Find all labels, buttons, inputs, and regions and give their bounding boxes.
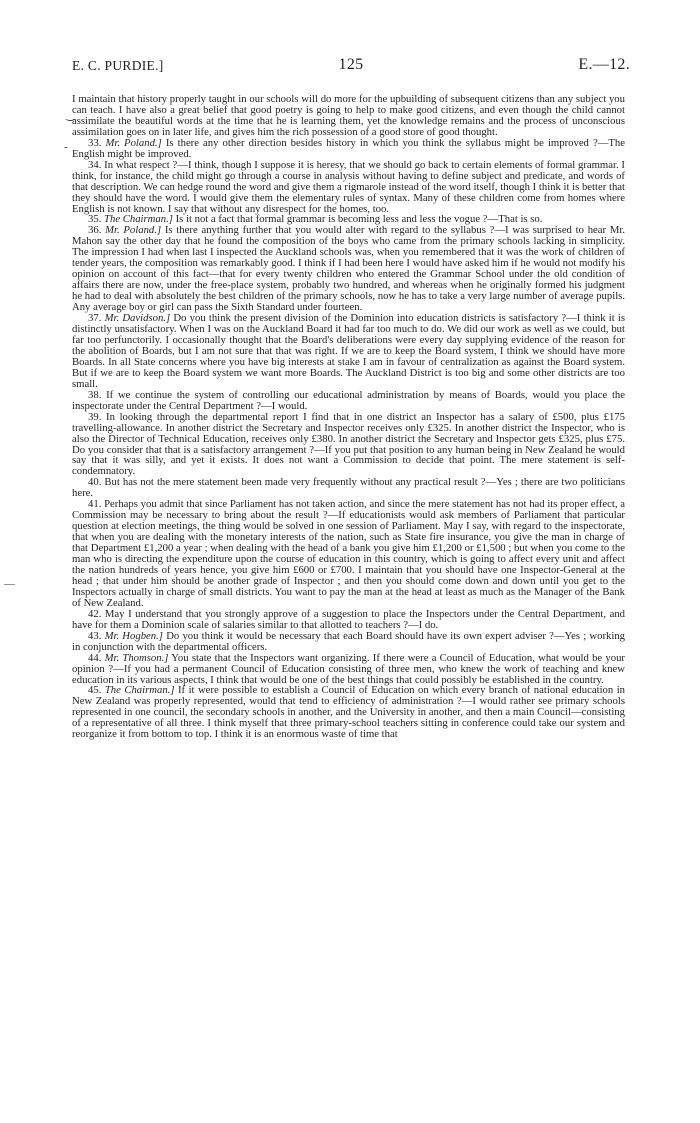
paragraph-text: I maintain that history properly taught in our schools will do more for the upbuilding of subsequent citizens than any subject you can teach. I have also a great belief that good poetry is going to help to make good citizens, and even though the child cannot assimilate the beautiful words at the time that he is learning them, yet the knowledge remains and the process of unconscious assimilation goes on in later life, and gives him the rich possession of a good store of good thought. [72,93,625,138]
question-number: 34. [88,158,102,171]
paragraph [72,477,625,499]
page-number: 125 [338,56,364,73]
witness-name: E. C. PURDIE.] [72,58,164,73]
page-header [72,58,630,78]
paragraph [72,499,625,609]
paragraph-text: May I understand that you strongly approve of a suggestion to place the Inspectors under the Central Department, and have for them a Dominion scale of salaries similar to that allotted to teachers ?—I do. [72,607,626,631]
paragraph [72,631,625,653]
question-number: 43. [88,629,102,642]
question-number: 42. [88,607,102,620]
speaker-name: Mr. Thomson.] [104,651,169,664]
paragraph [72,225,625,313]
paragraph-text: Is it not a fact that formal grammar is becoming less and less the vogue ?—That is so. [175,213,543,226]
question-number: 44. [88,651,102,664]
question-number: 41. [88,498,102,511]
paragraph [72,160,625,215]
margin-mark: — [4,578,15,590]
speaker-name: The Chairman.] [104,213,173,226]
paragraph-text: But has not the mere statement been made very frequently without any practical result ?—Yes ; there are two politicians here. [72,476,625,500]
paragraph [72,685,625,740]
speaker-name: Mr. Davidson.] [104,312,171,325]
speaker-name: Mr. Poland.] [105,224,162,237]
paragraph [72,412,625,478]
paragraph-text: In looking through the departmental report I find that in one district an Inspector has a salary of £500, plus £175 travelling-allowance. In another district the Secretary and Inspector receives only £325. In another district the Inspector, who is also the Director of Technical Education, receives only £380. In another district the Secretary and Inspector gets £325, plus £75. Do you consider that that is a satisfactory arrangement ?—If you put that position to any human being in New Zealand he would say that it was silly, and yet it exists. It does not want a Commission to decide that point. The mere statement is self-condemnatory. [72,410,625,478]
question-number: 45. [88,684,102,697]
paragraph [72,609,625,631]
paragraph-text: Do you think it would be necessary that each Board should have its own expert adviser ?—Yes ; working in conjunction with the departmental officers. [72,629,626,653]
question-number: 33. [88,136,102,149]
margin-mark: - [64,141,68,153]
paragraph [72,138,625,160]
paragraph [72,94,625,138]
question-number: 37. [88,312,102,325]
paragraph-text: If it were possible to establish a Council of Education on which every branch of national education in New Zealand was properly represented, would that tend to efficiency of administration ?—I would rather see primary schools represented in one council, the secondary schools in another, and the University in another, and then a main Council—consisting of a representative of all three. I think myself that three primary-school teachers sitting in conference could take our system and reorganize it from bottom to top. I think it is an enormous waste of time that [72,684,626,741]
paragraph-text: In what respect ?—I think, though I suppose it is heresy, that we should go back to certain elements of formal grammar. I think, for instance, the child might go through a course in analysis without having to define subject and predicate, and words of that description. We can hedge round the word and give them a rigmarole instead of the word itself, though I think it is better that they should have the word. I would give them the elementary rules of syntax. Many of these children come from homes where English is not known. I say that without any disrespect for the homes, too. [72,158,625,215]
document-body [72,94,625,740]
margin-mark: ‿ [66,109,75,121]
paragraph-text: If we continue the system of controlling our educational administration by means of Boards, would you place the inspectorate under the Central Department ?—I would. [72,388,626,412]
question-number: 39. [88,410,102,423]
paragraph-text: Is there any other direction besides history in which you think the syllabus might be improved ?—The English might be improved. [72,136,626,160]
paragraph-text: Do you think the present division of the Dominion into education districts is satisfactory ?—I think it is distinctly unsatisfactory. When I was on the Auckland Board it had far too much to do. We did our work as well as we could, but far too perfunctorily. I occasionally thought that the Board's deliberations were every day supplying evidence of the reason for the abolition of Boards, but I am not sure that that was right. If we are to keep the Board system, I think we should have more Boards. In all State concerns where you have big interests at stake I am in favour of centralization as against the Board system. But if we are to keep the Board system we want more Boards. The Auckland District is too big and some other districts are too small. [72,312,626,390]
question-number: 35. [88,213,102,226]
speaker-name: The Chairman.] [104,684,175,697]
speaker-name: Mr. Poland.] [105,136,162,149]
speaker-name: Mr. Hogben.] [104,629,163,642]
paragraph [72,390,625,412]
paragraph-text: Perhaps you admit that since Parliament has not taken action, and since the mere statement has not had its proper effect, a Commission may be necessary to bring about the result ?—If educationists would ask members of Parliament that particular question at election meetings, the thing would be solved in one session of Parliament. May I say, with regard to the inspectorate, that when you are dealing with the monetary interests of the nation, such as State fire insurance, you give the man in charge of that Department £1,200 a year ; when dealing with the head of a bank you give him £1,200 or £1,500 ; but when you come to the man who is directing the expenditure upon the course of education in this country, which is going to affect every unit and affect the nation hundreds of years hence, you give him £600 or £700. I maintain that you should have one Inspector-General at the head ; that under him should be another grade of Inspector ; and then you should come down and down until you get to the Inspectors actually in charge of small districts. You want to pay the man at the head at least as much as the Manager of the Bank of New Zealand. [72,498,626,609]
paragraph-text: You state that the Inspectors want organizing. If there were a Council of Education, what would be your opinion ?—If you had a permanent Council of Education consisting of three men, who knew the work of teaching and knew education in its various aspects, I think that would be one of the best things that could possibly be established in the country. [72,651,625,686]
question-number: 36. [88,224,102,237]
question-number: 38. [88,388,102,401]
paragraph [72,653,625,686]
paragraph-text: Is there anything further that you would alter with regard to the syllabus ?—I was surprised to hear Mr. Mahon say the other day that he found the composition of the boys who came from the primary schools lacking in simplicity. The impression I had when last I inspected the Auckland schools was, when you remembered that it was the work of children of tender years, the composition was remarkably good. I think if I had been here I would have asked him if he would not modify his opinion on account of this fact—that for every twenty children who entered the Grammar School under the old condition of affairs there are now, under the free-place system, probably two hundred, and whereas when he originally formed his judgment he had to deal with absolutely the best children of the primary schools, now he has to take a very large number of average pupils. Any average boy or girl can pass the Sixth Standard under fourteen. [72,224,625,314]
document-reference: E.—12. [578,56,630,73]
paragraph [72,313,625,390]
question-number: 40. [88,476,102,489]
